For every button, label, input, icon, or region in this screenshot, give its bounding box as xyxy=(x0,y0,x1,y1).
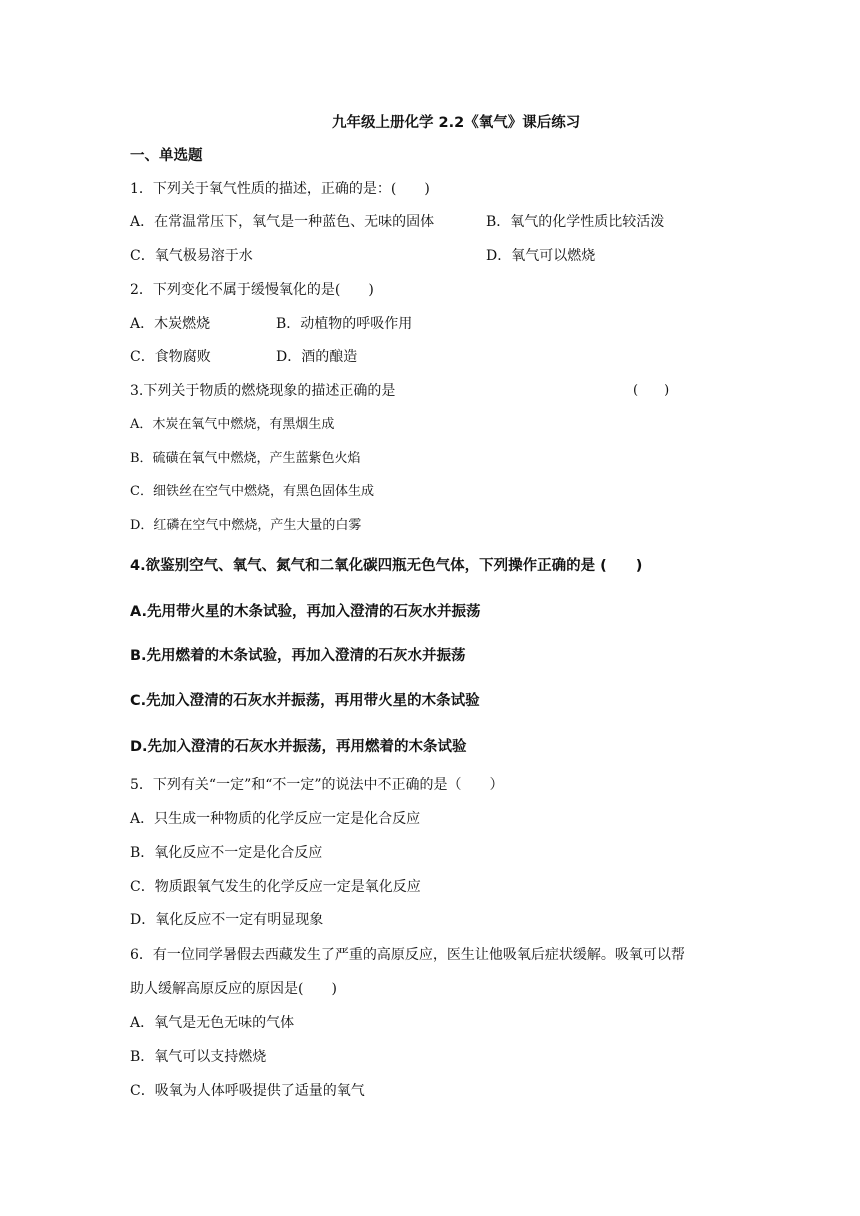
section-heading: 一、单选题 xyxy=(130,148,203,164)
question-3-option-c: C．细铁丝在空气中燃烧，有黑色固体生成 xyxy=(130,484,374,499)
question-3-answer-blank: ( ) xyxy=(633,383,670,398)
question-6-option-a: A．氧气是无色无味的气体 xyxy=(130,1015,295,1031)
question-5-option-c: C．物质跟氧气发生的化学反应一定是氧化反应 xyxy=(130,879,421,895)
question-5-stem: 5．下列有关“一定”和“不一定”的说法中不正确的是（ ） xyxy=(130,777,504,793)
question-1-option-c: C．氧气极易溶于水 xyxy=(130,248,253,264)
document-title: 九年级上册化学 2.2《氧气》课后练习 xyxy=(332,115,581,131)
question-5-option-b: B．氧化反应不一定是化合反应 xyxy=(130,845,323,861)
question-2-option-b: B．动植物的呼吸作用 xyxy=(276,316,413,332)
question-4-option-c: C.先加入澄清的石灰水并振荡，再用带火星的木条试验 xyxy=(130,693,480,709)
question-3-option-b: B．硫磺在氧气中燃烧，产生蓝紫色火焰 xyxy=(130,451,361,466)
question-5-option-d: D．氧化反应不一定有明显现象 xyxy=(130,912,324,928)
question-4-option-a: A.先用带火星的木条试验，再加入澄清的石灰水并振荡 xyxy=(130,604,481,620)
question-4-stem: 4.欲鉴别空气、氧气、氮气和二氧化碳四瓶无色气体，下列操作正确的是 ( ) xyxy=(130,558,643,574)
question-3-option-d: D．红磷在空气中燃烧，产生大量的白雾 xyxy=(130,518,362,533)
question-1-option-b: B．氧气的化学性质比较活泼 xyxy=(486,214,665,230)
question-2-stem: 2．下列变化不属于缓慢氧化的是( ) xyxy=(130,282,374,298)
question-4-option-b: B.先用燃着的木条试验，再加入澄清的石灰水并振荡 xyxy=(130,648,466,664)
question-2-option-d: D．酒的酿造 xyxy=(276,349,358,365)
question-6-option-b: B．氧气可以支持燃烧 xyxy=(130,1049,267,1065)
question-2-option-a: A．木炭燃烧 xyxy=(130,316,211,332)
question-5-option-a: A．只生成一种物质的化学反应一定是化合反应 xyxy=(130,811,421,827)
question-4-option-d: D.先加入澄清的石灰水并振荡，再用燃着的木条试验 xyxy=(130,739,467,755)
question-3-stem: 3.下列关于物质的燃烧现象的描述正确的是 xyxy=(130,383,396,399)
question-3-option-a: A．木炭在氧气中燃烧，有黑烟生成 xyxy=(130,417,335,432)
question-2-option-c: C．食物腐败 xyxy=(130,349,211,365)
question-6-stem-line-1: 6．有一位同学暑假去西藏发生了严重的高原反应，医生让他吸氧后症状缓解。吸氧可以帮 xyxy=(130,947,685,963)
question-6-stem-line-2: 助人缓解高原反应的原因是( ) xyxy=(130,981,337,997)
question-1-option-a: A．在常温常压下，氧气是一种蓝色、无味的固体 xyxy=(130,214,435,230)
question-1-option-d: D．氧气可以燃烧 xyxy=(486,248,596,264)
question-1-stem: 1．下列关于氧气性质的描述，正确的是：( ) xyxy=(130,181,430,197)
question-6-option-c: C．吸氧为人体呼吸提供了适量的氧气 xyxy=(130,1083,365,1099)
